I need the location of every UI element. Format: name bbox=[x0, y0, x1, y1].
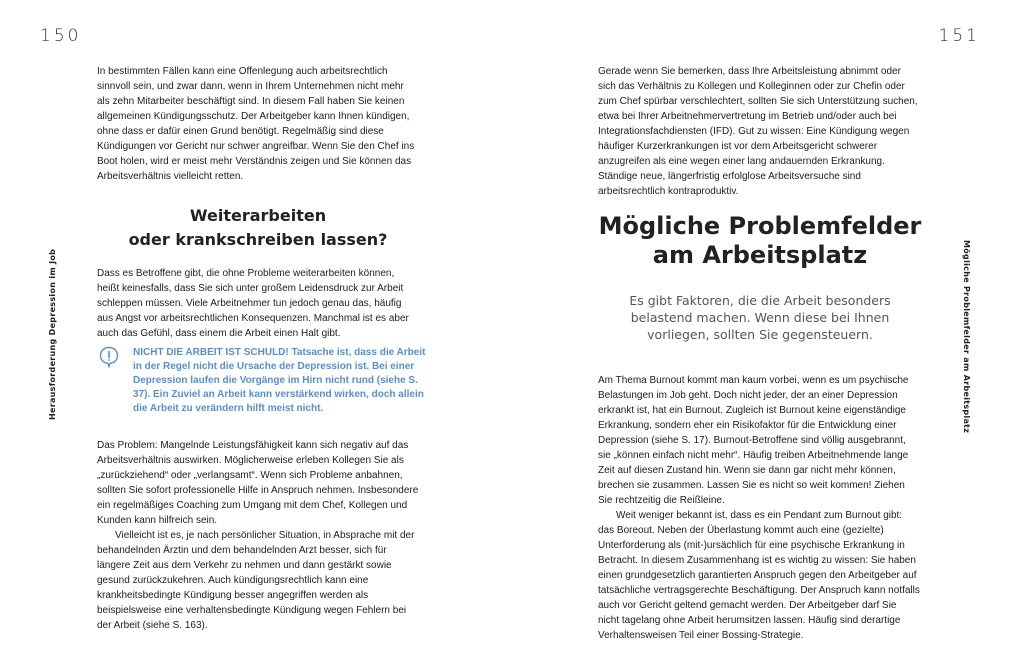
paragraph: Weit weniger bekannt ist, dass es ein Pendant zum Burnout gibt: das Boreout. Neben der Überlastung kommt auch eine (gezielte) Unterforderung als (mit-)ursächlich für eine psychische Erkrankung in Betracht. In diesem Zusammenhang ist es wichtig zu wissen: Sie haben einen grundgesetzlich garantierten Anspruch gegen den Arbeitgeber auf tatsächliche vertragsgerechte Beschäftigung. Der Anspruch kann notfalls auch vor Gericht geltend gemacht werden. Der Arbeitgeber darf Sie nicht tagelang ohne Arbeit herumsitzen lassen. Häufig sind derartige Verhaltensweisen Teil einer Bossing-Strategie. bbox=[598, 510, 920, 641]
heading-line-2: am Arbeitsplatz bbox=[652, 241, 868, 269]
side-label-left: Herausforderung Depression im Job bbox=[48, 248, 57, 420]
paragraph-2-left bbox=[97, 266, 419, 341]
page-number-right: 151 bbox=[938, 26, 980, 46]
paragraph-3-left bbox=[97, 438, 419, 633]
paragraph: Gerade wenn Sie bemerken, dass Ihre Arbeitsleistung abnimmt oder sich das Verhältnis zu Kollegen und Kolleginnen oder zur Chefin oder zum Chef spürbar verschlechtert, sollten Sie sich Unterstützung suchen, etwa bei Ihrer Arbeitnehmervertretung im Betrieb und/oder auch bei Integrationsfachdiensten (IFD). Gut zu wissen: Eine Kündigung wegen häufiger Kurzerkrankungen ist vor dem Arbeitsgericht schwerer anzugreifen als eine wegen einer lang andauernden Erkrankung. Ständige neue, längerfristig erfolglose Arbeitsversuche sind arbeitsrechtlich kontraproduktiv. bbox=[598, 66, 918, 197]
page-number-left: 150 bbox=[40, 26, 82, 46]
lead-text: Es gibt Faktoren, die die Arbeit besonders belastend machen. Wenn diese bei Ihnen vorliegen, sollten Sie gegensteuern. bbox=[629, 293, 891, 342]
heading-line-1: Mögliche Problemfelder bbox=[598, 212, 922, 240]
paragraph: In bestimmten Fällen kann eine Offenlegung auch arbeitsrechtlich sinnvoll sein, und zwar dann, wenn in Ihrem Unternehmen nicht mehr als zehn Mitarbeiter beschäftigt sind. In diesem Fall haben Sie keinen allgemeinen Kündigungsschutz. Der Arbeitgeber kann Ihnen kündigen, ohne dass er dafür einen Grund benötigt. Regelmäßig sind diese Kündigungen vor Gericht nur schwer angreifbar. Wenn Sie den Chef ins Boot holen, wird er meist mehr Verständnis zeigen und Sie können das Arbeitsverhältnis vielleicht retten. bbox=[97, 66, 415, 182]
intro-paragraph-left bbox=[97, 64, 419, 184]
intro-paragraph-right bbox=[598, 64, 920, 199]
paragraph: Das Problem: Mangelnde Leistungsfähigkeit kann sich negativ auf das Arbeitsverhältnis auswirken. Möglicherweise erleben Kollegen Sie als „zurückziehend“ oder „verlangsamt“. Wenn sich Probleme anbahnen, sollten Sie sofort professionelle Hilfe in Anspruch nehmen. Insbesondere ein regelmäßiges Coaching zum Umgang mit dem Chef, Kollegen und Kunden kann hilfreich sein. bbox=[97, 440, 419, 526]
heading-line-2: oder krankschreiben lassen? bbox=[128, 230, 388, 249]
tip-box bbox=[99, 346, 435, 430]
section-heading-right bbox=[590, 212, 930, 270]
paragraph-2-right bbox=[598, 373, 920, 643]
right-page bbox=[510, 0, 1020, 671]
side-label-right: Mögliche Problemfelder am Arbeitsplatz bbox=[962, 240, 971, 434]
tip-text: NICHT DIE ARBEIT IST SCHULD! Tatsache ist, dass die Arbeit in der Regel nicht die Ursache der Depression ist. Bei einer Depression laufen die Vorgänge im Hirn nicht rund (siehe S. 37). Ein Zuviel an Arbeit kann verstärkend wirken, doch allein die Arbeit zu verändern hilft meist nicht. bbox=[133, 347, 426, 414]
exclamation-icon bbox=[99, 346, 119, 368]
paragraph: Vielleicht ist es, je nach persönlicher Situation, in Absprache mit der behandelnden Ärztin und dem behandelnden Arzt besser, sich für längere Zeit aus dem Verkehr zu nehmen und dann gestärkt sowie gesund zurückzukehren. Auch kündigungsrechtlich kann eine krankheitsbedingte Kündigung besser angegriffen werden als beispielsweise eine verhaltensbedingte Kündigung wegen Fehlern bei der Arbeit (siehe S. 163). bbox=[97, 530, 415, 631]
section-heading-left bbox=[97, 204, 419, 252]
heading-line-1: Weiterarbeiten bbox=[189, 206, 327, 225]
paragraph: Dass es Betroffene gibt, die ohne Probleme weiterarbeiten können, heißt keinesfalls, dass Sie sich unter großem Leidensdruck zur Arbeit schleppen müssen. Viele Arbeitnehmer tun jedoch genau das, häufig aus Angst vor arbeitsrechtlichen Konsequenzen. Manchmal ist es aber auch das Gefühl, dass einem die Arbeit einen Halt gibt. bbox=[97, 268, 409, 339]
paragraph: Am Thema Burnout kommt man kaum vorbei, wenn es um psychische Belastungen im Job geht. Doch nicht jeder, der an einer Depression erkrankt ist, hat ein Burnout. Zugleich ist Burnout keine eigenständige Erkrankung, sondern eher ein Risikofaktor für die Entwicklung einer Depression (siehe S. 17). Burnout-Betroffene sind völlig ausgebrannt, sie „können einfach nicht mehr“. Häufig treiben Arbeitnehmende lange Zeit auf diesen Zustand hin. Wenn sie dann gar nicht mehr können, brechen sie zusammen. Lassen Sie es nicht so weit kommen! Ziehen Sie rechtzeitig die Reißleine. bbox=[598, 375, 909, 506]
